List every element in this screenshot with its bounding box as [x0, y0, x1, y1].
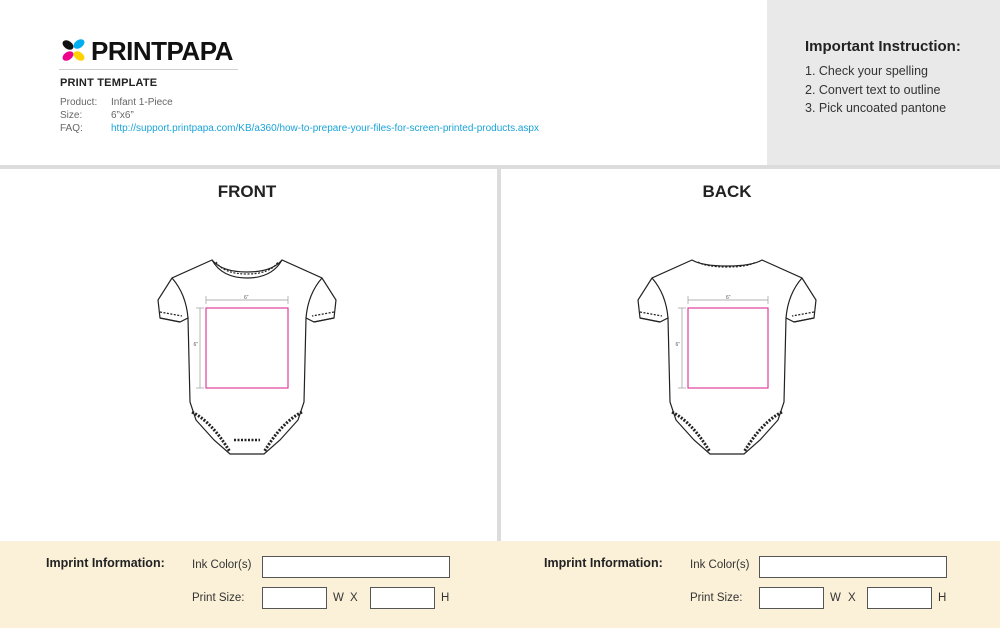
faq-link[interactable]: http://support.printpapa.com/KB/a360/how-to-prepare-your-files-for-screen-printed-products.aspx: [111, 123, 539, 134]
back-title: BACK: [702, 182, 752, 201]
meta-faq-row: [60, 122, 539, 135]
back-width-dim: 6”: [726, 295, 731, 301]
back-print-area: [688, 308, 768, 388]
back-x-label: X: [848, 592, 856, 604]
back-height-dim: 6”: [675, 342, 680, 348]
front-h-label: H: [441, 592, 450, 604]
size-value: 6”x6”: [111, 110, 134, 121]
cmyk-pinwheel-icon: [59, 38, 89, 64]
instruction-item: 2. Convert text to outline: [805, 82, 941, 97]
back-width-input[interactable]: [759, 587, 824, 609]
instruction-title: Important Instruction:: [805, 38, 961, 55]
brand-name: PRINTPAPA: [91, 36, 233, 66]
front-onesie-illustration: [152, 252, 342, 462]
product-key: Product:: [60, 97, 98, 108]
printpapa-logo[interactable]: [59, 38, 233, 64]
back-ink-color-input[interactable]: [759, 556, 947, 578]
back-print-size-label: Print Size:: [690, 592, 743, 604]
logo-divider: [59, 69, 238, 70]
faq-key: FAQ:: [60, 123, 83, 134]
imprint-footer: [0, 541, 1000, 628]
product-meta: [60, 96, 539, 135]
template-title: PRINT TEMPLATE: [60, 77, 158, 89]
front-w-label: W: [333, 592, 344, 604]
back-ink-label: Ink Color(s): [690, 559, 750, 571]
front-print-area: [206, 308, 288, 388]
product-value: Infant 1-Piece: [111, 97, 173, 108]
front-imprint-label: Imprint Information:: [46, 556, 165, 570]
back-w-label: W: [830, 592, 841, 604]
meta-size-row: [60, 109, 539, 122]
front-height-input[interactable]: [370, 587, 435, 609]
front-height-dim: 6”: [193, 342, 198, 348]
instruction-item: 3. Pick uncoated pantone: [805, 101, 947, 115]
instruction-panel: [767, 0, 1000, 165]
instruction-item: 1. Check your spelling: [805, 64, 928, 78]
meta-product-row: [60, 96, 539, 109]
back-onesie-illustration: [632, 252, 822, 462]
front-print-size-label: Print Size:: [192, 592, 245, 604]
front-width-dim: 6”: [244, 295, 249, 301]
center-divider: [497, 169, 501, 541]
front-title: FRONT: [217, 182, 277, 201]
back-imprint-label: Imprint Information:: [544, 556, 663, 570]
front-ink-label: Ink Color(s): [192, 559, 252, 571]
size-key: Size:: [60, 110, 83, 121]
front-width-input[interactable]: [262, 587, 327, 609]
front-x-label: X: [350, 592, 358, 604]
front-ink-color-input[interactable]: [262, 556, 450, 578]
back-h-label: H: [938, 592, 947, 604]
header: [0, 0, 1000, 165]
back-height-input[interactable]: [867, 587, 932, 609]
